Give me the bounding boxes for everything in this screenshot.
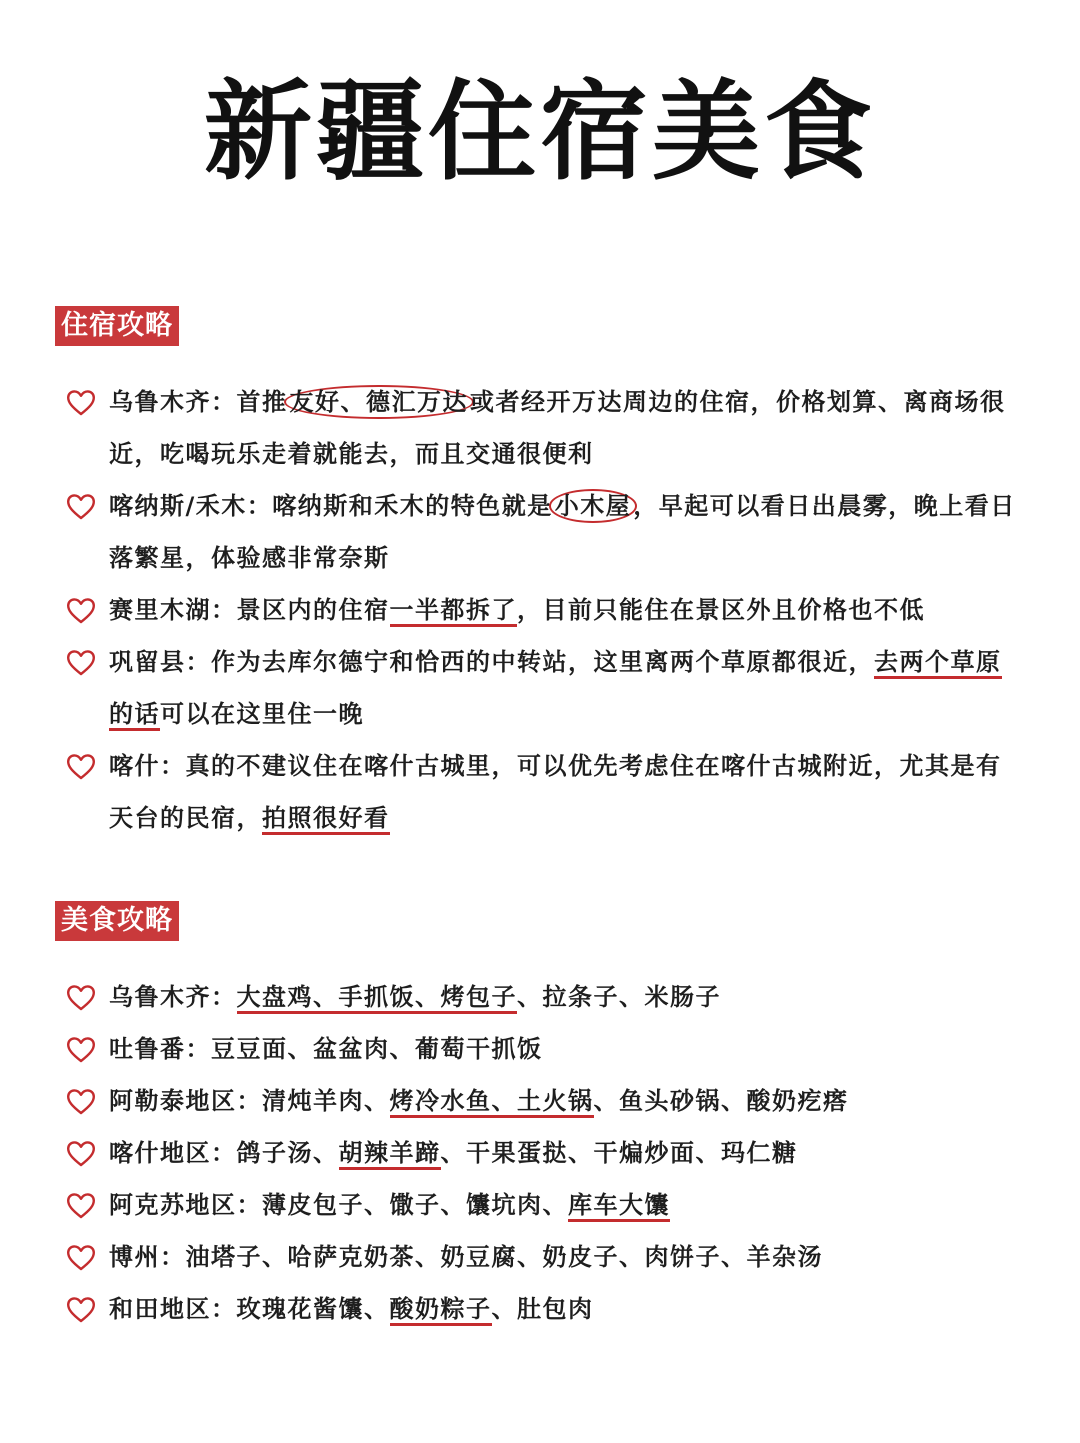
list-item-text xyxy=(109,584,1026,636)
underlined-highlight: 烤冷水鱼、土火锅 xyxy=(390,1087,594,1118)
list-item xyxy=(66,1023,1026,1075)
text-segment: 、肚包肉 xyxy=(491,1295,594,1323)
heart-icon-shape xyxy=(66,984,96,1011)
heart-icon xyxy=(66,1088,96,1115)
text-segment: 阿克苏地区：薄皮包子、馓子、馕坑肉、 xyxy=(109,1191,568,1219)
list-item xyxy=(66,740,1026,844)
lodging-list xyxy=(66,376,1026,844)
text-segment: 喀什地区：鸽子汤、 xyxy=(109,1139,339,1167)
list-item xyxy=(66,584,1026,636)
underlined-highlight: 去两个草原的话 xyxy=(109,648,1002,731)
list-item-text xyxy=(109,480,1026,584)
heart-icon-shape xyxy=(66,649,96,676)
underlined-highlight: 大盘鸡、手抓饭、烤包子 xyxy=(237,983,518,1014)
heart-icon xyxy=(66,1036,96,1063)
text-segment: 喀什：真的不建议住在喀什古城里，可以优先考虑住在喀什古城附近，尤其是有天台的民宿， xyxy=(109,752,1002,832)
list-item-text xyxy=(109,1283,1026,1335)
heart-icon xyxy=(66,1244,96,1271)
text-segment: 喀纳斯/禾木：喀纳斯和禾木的特色就是 xyxy=(109,492,553,520)
text-segment: 巩留县：作为去库尔德宁和恰西的中转站，这里离两个草原都很近， xyxy=(109,648,874,676)
heart-icon xyxy=(66,1140,96,1167)
text-segment: 可以在这里住一晚 xyxy=(160,700,364,728)
list-item-text xyxy=(109,1179,1026,1231)
text-segment: 或者经开万达周边的住宿，价格划算、离商场很近，吃喝玩乐走着就能去，而且交通很便利 xyxy=(109,388,1006,468)
list-item-text xyxy=(109,376,1026,480)
underlined-highlight: 库车大馕 xyxy=(568,1191,670,1222)
underlined-highlight: 一半都拆了 xyxy=(390,596,518,627)
heart-icon-shape xyxy=(66,1140,96,1167)
section-label-food: 美食攻略 xyxy=(55,901,179,941)
text-segment: ，目前只能住在景区外且价格也不低 xyxy=(517,596,925,624)
heart-icon xyxy=(66,984,96,1011)
underlined-highlight: 胡辣羊蹄 xyxy=(339,1139,441,1170)
text-segment: 、拉条子、米肠子 xyxy=(517,983,721,1011)
food-list xyxy=(66,971,1026,1335)
list-item xyxy=(66,971,1026,1023)
list-item-text xyxy=(109,1231,1026,1283)
heart-icon-shape xyxy=(66,389,96,416)
text-segment: 、鱼头砂锅、酸奶疙瘩 xyxy=(593,1087,849,1115)
heart-icon-shape xyxy=(66,1088,96,1115)
list-item xyxy=(66,1179,1026,1231)
text-segment: 乌鲁木齐：首推 xyxy=(109,388,288,416)
list-item-text xyxy=(109,636,1026,740)
heart-icon xyxy=(66,1192,96,1219)
text-segment: 乌鲁木齐： xyxy=(109,983,237,1011)
text-segment: 、干果蛋挞、干煸炒面、玛仁糖 xyxy=(440,1139,798,1167)
list-item xyxy=(66,480,1026,584)
underlined-highlight: 拍照很好看 xyxy=(262,804,390,835)
list-item-text xyxy=(109,1023,1026,1075)
list-item xyxy=(66,1231,1026,1283)
list-item xyxy=(66,1283,1026,1335)
circled-highlight: 小木屋 xyxy=(549,489,638,523)
list-item-text xyxy=(109,1127,1026,1179)
text-segment: ，早起可以看日出晨雾，晚上看日落繁星，体验感非常奈斯 xyxy=(109,492,1016,572)
list-item xyxy=(66,636,1026,740)
circled-highlight: 友好、德汇万达 xyxy=(284,385,475,419)
heart-icon xyxy=(66,493,96,520)
heart-icon-shape xyxy=(66,1244,96,1271)
heart-icon-shape xyxy=(66,1036,96,1063)
heart-icon xyxy=(66,597,96,624)
list-item-text xyxy=(109,740,1026,844)
heart-icon xyxy=(66,389,96,416)
underlined-highlight: 酸奶粽子 xyxy=(390,1295,492,1326)
page-title: 新疆住宿美食 xyxy=(203,70,876,195)
heart-icon xyxy=(66,1296,96,1323)
list-item xyxy=(66,1075,1026,1127)
text-segment: 吐鲁番：豆豆面、盆盆肉、葡萄干抓饭 xyxy=(109,1035,543,1063)
text-segment: 和田地区：玫瑰花酱馕、 xyxy=(109,1295,390,1323)
heart-icon xyxy=(66,753,96,780)
text-segment: 赛里木湖：景区内的住宿 xyxy=(109,596,390,624)
list-item xyxy=(66,1127,1026,1179)
section-label-lodging: 住宿攻略 xyxy=(55,306,179,346)
list-item-text xyxy=(109,1075,1026,1127)
text-segment: 阿勒泰地区：清炖羊肉、 xyxy=(109,1087,390,1115)
list-item-text xyxy=(109,971,1026,1023)
heart-icon-shape xyxy=(66,753,96,780)
heart-icon xyxy=(66,649,96,676)
text-segment: 博州：油塔子、哈萨克奶茶、奶豆腐、奶皮子、肉饼子、羊杂汤 xyxy=(109,1243,823,1271)
heart-icon-shape xyxy=(66,1192,96,1219)
heart-icon-shape xyxy=(66,493,96,520)
heart-icon-shape xyxy=(66,1296,96,1323)
heart-icon-shape xyxy=(66,597,96,624)
list-item xyxy=(66,376,1026,480)
